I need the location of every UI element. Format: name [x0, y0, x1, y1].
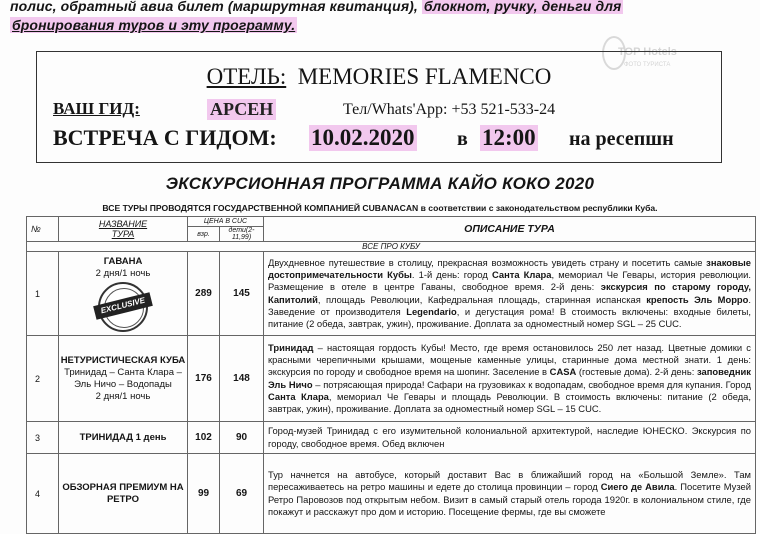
hotel-name: MEMORIES FLAMENCO	[297, 64, 552, 89]
desc-bold-text: знаковые достопримечательности Кубы	[268, 257, 751, 281]
desc-text: Тур начнется на автобусе, который доставит Вас в ближайший город на «Большой Земле». Там пересаживаетесь на ретро машины и едете до столица провинции – город	[268, 469, 751, 493]
meeting-place: на ресепшн	[569, 128, 674, 150]
watermark-text: TOP Hotels	[618, 46, 677, 58]
meeting-time: 12:00	[482, 125, 536, 150]
guide-name: АРСЕН	[207, 99, 276, 120]
row-num: 4	[27, 454, 59, 534]
tour-name: ГАВАНА	[103, 255, 143, 267]
hotel-info-box	[36, 51, 722, 163]
desc-bold-text: Legendario	[406, 305, 457, 317]
desc-text: . Посетите Музей Ретро Паровозов под открытым небом. Визит в самый старый отель города 1920г. в колониальном стиле, где покажут и расскажут про дом и историю. Посещение фермы, где вы сможете	[268, 481, 751, 517]
header-tour-name-2: ТУРА	[111, 229, 135, 239]
header-tour-name	[59, 217, 188, 242]
row-num: 1	[27, 252, 59, 336]
section-row	[27, 242, 756, 252]
program-subtitle: ВСЕ ТУРЫ ПРОВОДЯТСЯ ГОСУДАРСТВЕННОЙ КОМПАНИЕЙ CUBANACAN в соответствии с законодательством республики Куба.	[102, 203, 658, 213]
table-header-row	[27, 217, 756, 227]
intro-line1-highlight: блокнот, ручку, деньги для	[423, 0, 622, 14]
desc-bold-text: заповедник Эль Ничо	[268, 366, 751, 390]
desc-bold-text: крепость Эль Морро	[646, 293, 749, 305]
desc-bold-text: Тринидад	[268, 342, 314, 354]
desc-bold-text: CASA	[549, 366, 577, 378]
header-description: ОПИСАНИЕ ТУРА	[264, 217, 756, 242]
desc-bold-text: Сиего де Авила	[600, 481, 675, 493]
table-row	[27, 252, 756, 336]
header-price: ЦЕНА В CUC	[188, 217, 264, 227]
price-adult: 289	[188, 252, 220, 336]
desc-text: , площадь Революции, Кафедральная площадь, старинная испанская	[317, 293, 647, 305]
header-tour-name-1: НАЗВАНИЕ	[98, 219, 148, 229]
desc-text: Двухдневное путешествие в столицу, прекрасная возможность увидеть страну и посетить самые	[268, 257, 707, 269]
meeting-at: в	[457, 128, 468, 150]
row-tour	[59, 336, 188, 422]
desc-bold-text: Санта Клара	[268, 390, 329, 402]
row-num: 2	[27, 336, 59, 422]
exclusive-badge-icon	[98, 282, 148, 332]
price-child: 69	[220, 454, 264, 534]
price-adult: 102	[188, 422, 220, 454]
row-tour	[59, 454, 188, 534]
intro-line1: полис, обратный авиа билет (маршрутная квитанция),	[10, 0, 418, 14]
desc-text: . 1-й день: город	[411, 269, 492, 281]
guide-phone: Тел/Whats'App: +53 521-533-24	[343, 101, 556, 118]
watermark-sub: ФОТО ТУРИСТА	[624, 62, 671, 68]
price-adult: 176	[188, 336, 220, 422]
row-tour	[59, 252, 188, 336]
tour-route: Тринидад – Санта Клара – Эль Ничо – Водопады	[64, 366, 182, 390]
desc-text: , мемориал Че Гевары и площадь Революции. В стоимость включены: питание (2 обеда, завтрак, ужин), проживание. Доплата за одноместный номер SGL – 15 CUC.	[268, 390, 751, 414]
tour-description	[264, 422, 756, 454]
desc-text: – потрясающая природа! Сафари на грузовиках к водопадам, свободное время для купания. Город	[312, 378, 751, 390]
desc-text: Город-музей Тринидад с его изумительной колониальной архитектурой, наследие ЮНЕСКО. Экскурсия по городу, свободное время. Обед включен	[268, 425, 751, 449]
hotel-line	[37, 64, 721, 90]
guide-label: ВАШ ГИД:	[53, 99, 140, 118]
desc-text: . Заведение от производителя	[268, 293, 751, 317]
tour-name: ОБЗОРНАЯ ПРЕМИУМ НА РЕТРО	[62, 481, 184, 505]
meeting-label: ВСТРЕЧА С ГИДОМ:	[53, 125, 277, 150]
tour-duration: 2 дня/1 ночь	[95, 267, 151, 279]
tours-table	[26, 216, 756, 534]
row-tour	[59, 422, 188, 454]
table-row	[27, 454, 756, 534]
price-child: 90	[220, 422, 264, 454]
price-adult: 99	[188, 454, 220, 534]
price-child: 148	[220, 336, 264, 422]
table-row	[27, 422, 756, 454]
header-child: дети(2-11,99)	[220, 227, 264, 242]
desc-text: , и дегустация рома! В стоимость включены: входные билеты, питание (2 обеда, завтрак, ужин), проживание. Доплата за одноместный номер SGL – 25 CUC.	[268, 305, 751, 329]
desc-text: – настоящая гордость Кубы! Место, где время остановилось 250 лет назад. Цветные домики с красными черепичными крышами, мощеные каменные улицы, старинные дома местной знати. 1 день: экскурсия по городу и свободное время на шопинг. Заселение в	[268, 342, 751, 378]
tour-duration: 1 день	[135, 431, 167, 443]
tour-description	[264, 336, 756, 422]
desc-text: (гостевые дома). 2-й день:	[576, 366, 697, 378]
header-num: №	[27, 217, 59, 242]
row-num: 3	[27, 422, 59, 454]
price-child: 145	[220, 252, 264, 336]
meeting-date: 10.02.2020	[311, 125, 415, 150]
tour-duration: 2 дня/1 ночь	[95, 390, 151, 402]
desc-bold-text: Санта Клара	[491, 269, 552, 281]
table-row	[27, 336, 756, 422]
tour-name: ТРИНИДАД	[79, 431, 133, 443]
section-title: ВСЕ ПРО КУБУ	[27, 242, 756, 252]
tour-description	[264, 454, 756, 534]
hotel-label: ОТЕЛЬ:	[206, 64, 287, 89]
program-title: ЭКСКУРСИОННАЯ ПРОГРАММА КАЙО КОКО 2020	[165, 174, 595, 193]
intro-line2: бронирования туров и эту программу.	[12, 17, 296, 33]
badge-text: EXCLUSIVE	[93, 292, 153, 320]
tour-name: НЕТУРИСТИЧЕСКАЯ КУБА	[60, 354, 186, 366]
desc-bold-text: экскурсия по старому городу, Капитолий	[268, 281, 751, 305]
desc-text: , мемориал Че Гевары, история революции. Размещение в отеле в центре Гаваны, свободное время. 2-й день:	[268, 269, 751, 293]
header-adult: взр.	[188, 227, 220, 242]
tour-description	[264, 252, 756, 336]
